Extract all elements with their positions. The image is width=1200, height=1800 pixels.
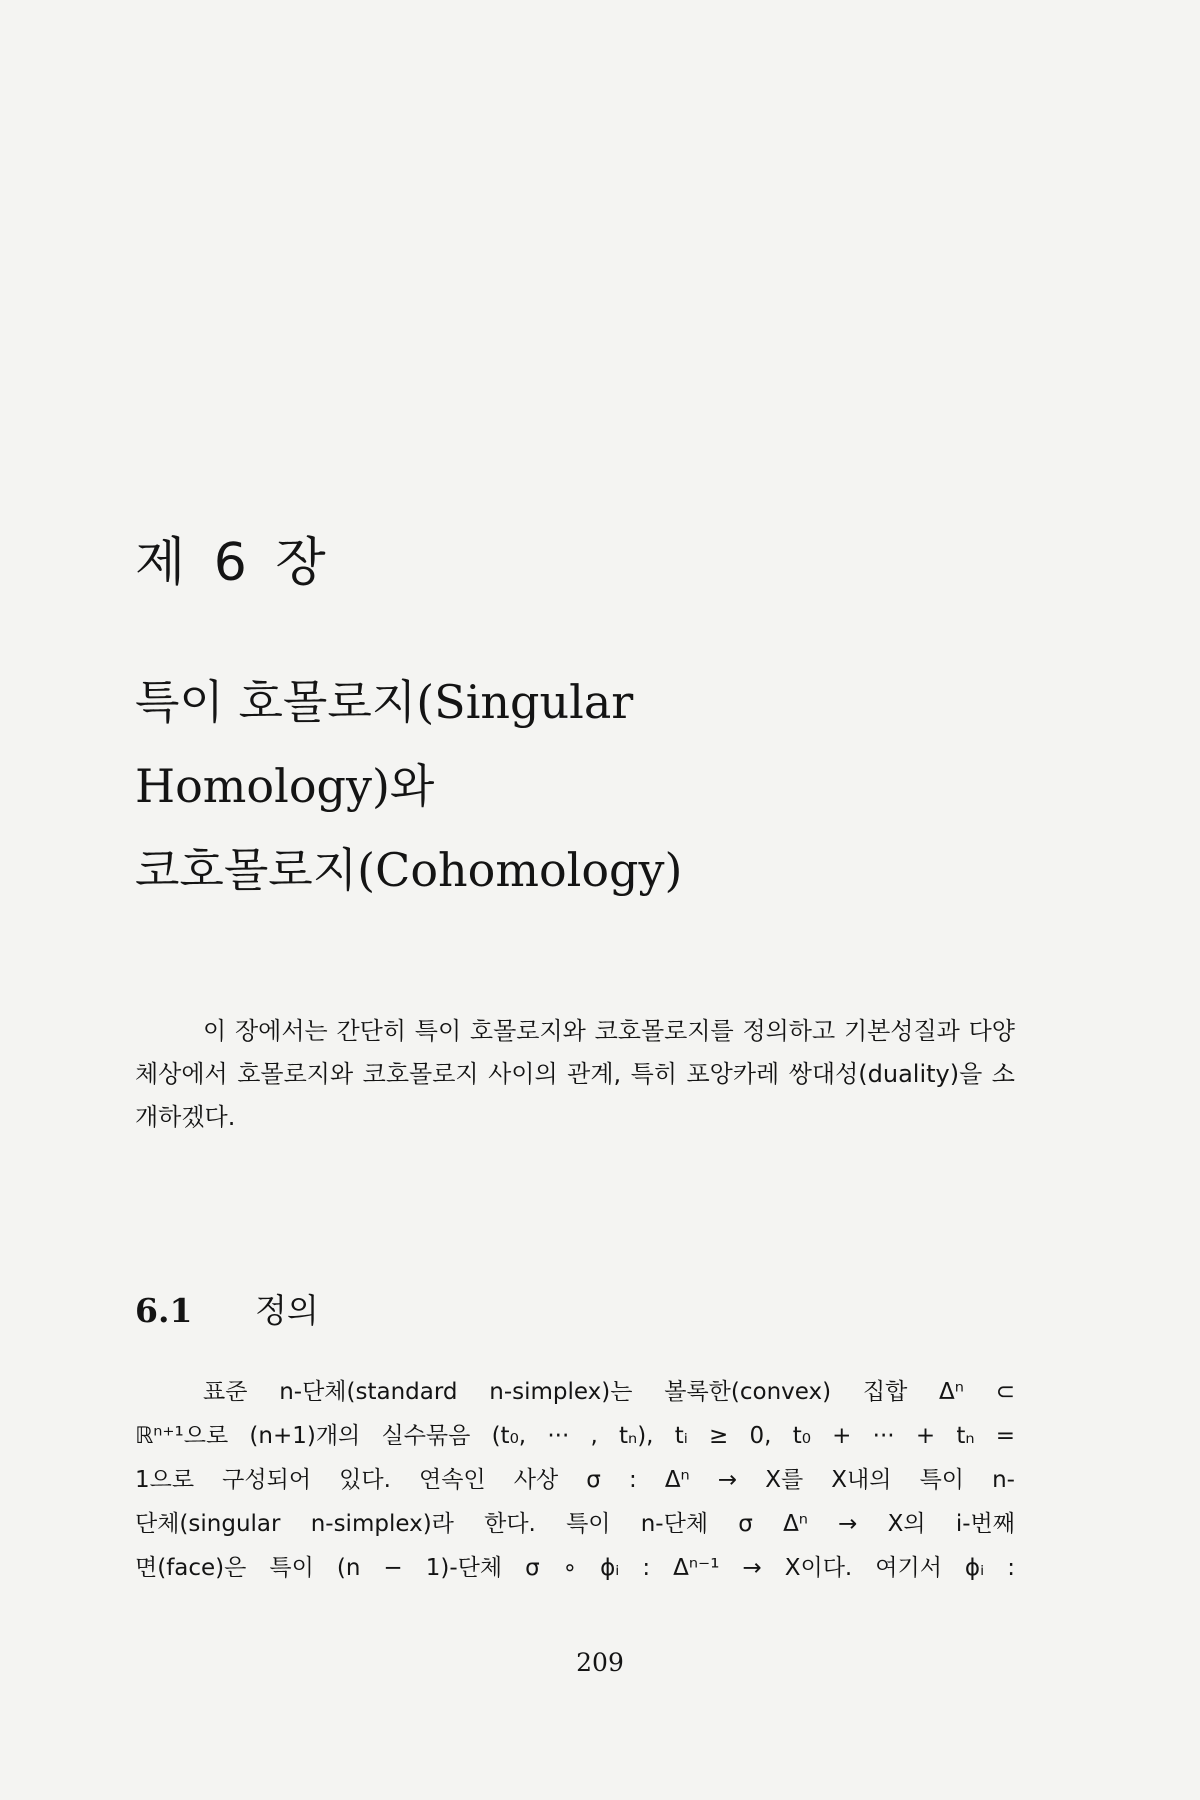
paragraph-line-4: 단체(singular n-simplex)라 한다. 특이 n-단체 σ Δⁿ → X의 i-번째 — [135, 1511, 1015, 1537]
section-heading — [135, 1285, 319, 1332]
section-title: 정의 — [255, 1291, 319, 1330]
chapter-label: 제 6 장 — [135, 533, 332, 593]
chapter-title — [135, 660, 1035, 912]
definition-paragraph — [135, 1370, 1015, 1590]
chapter-title-line-3: 코호몰로지(Cohomology) — [135, 843, 683, 897]
page-number: 209 — [576, 1648, 624, 1677]
paragraph-line-3: 1으로 구성되어 있다. 연속인 사상 σ : Δⁿ → X를 X내의 특이 n- — [135, 1467, 1015, 1493]
paragraph-line-1: 표준 n-단체(standard n-simplex)는 볼록한(convex) 집합 Δⁿ ⊂ — [203, 1379, 1015, 1405]
paragraph-line-2: ℝⁿ⁺¹으로 (n+1)개의 실수묶음 (t₀, ··· , tₙ), tᵢ ≥ 0, t₀ + ··· + tₙ = — [135, 1423, 1015, 1449]
chapter-title-line-1: 특이 호몰로지(Singular — [135, 675, 634, 729]
section-number: 6.1 — [135, 1291, 193, 1330]
paragraph-line-5: 면(face)은 특이 (n − 1)-단체 σ ∘ ϕᵢ : Δⁿ⁻¹ → X이다. 여기서 ϕᵢ : — [135, 1555, 1015, 1581]
chapter-title-line-2: Homology)와 — [135, 759, 435, 813]
chapter-intro-paragraph: 이 장에서는 간단히 특이 호몰로지와 코호몰로지를 정의하고 기본성질과 다양체상에서 호몰로지와 코호몰로지 사이의 관계, 특히 포앙카레 쌍대성(duality)을 소개하겠다. — [135, 1017, 1015, 1131]
